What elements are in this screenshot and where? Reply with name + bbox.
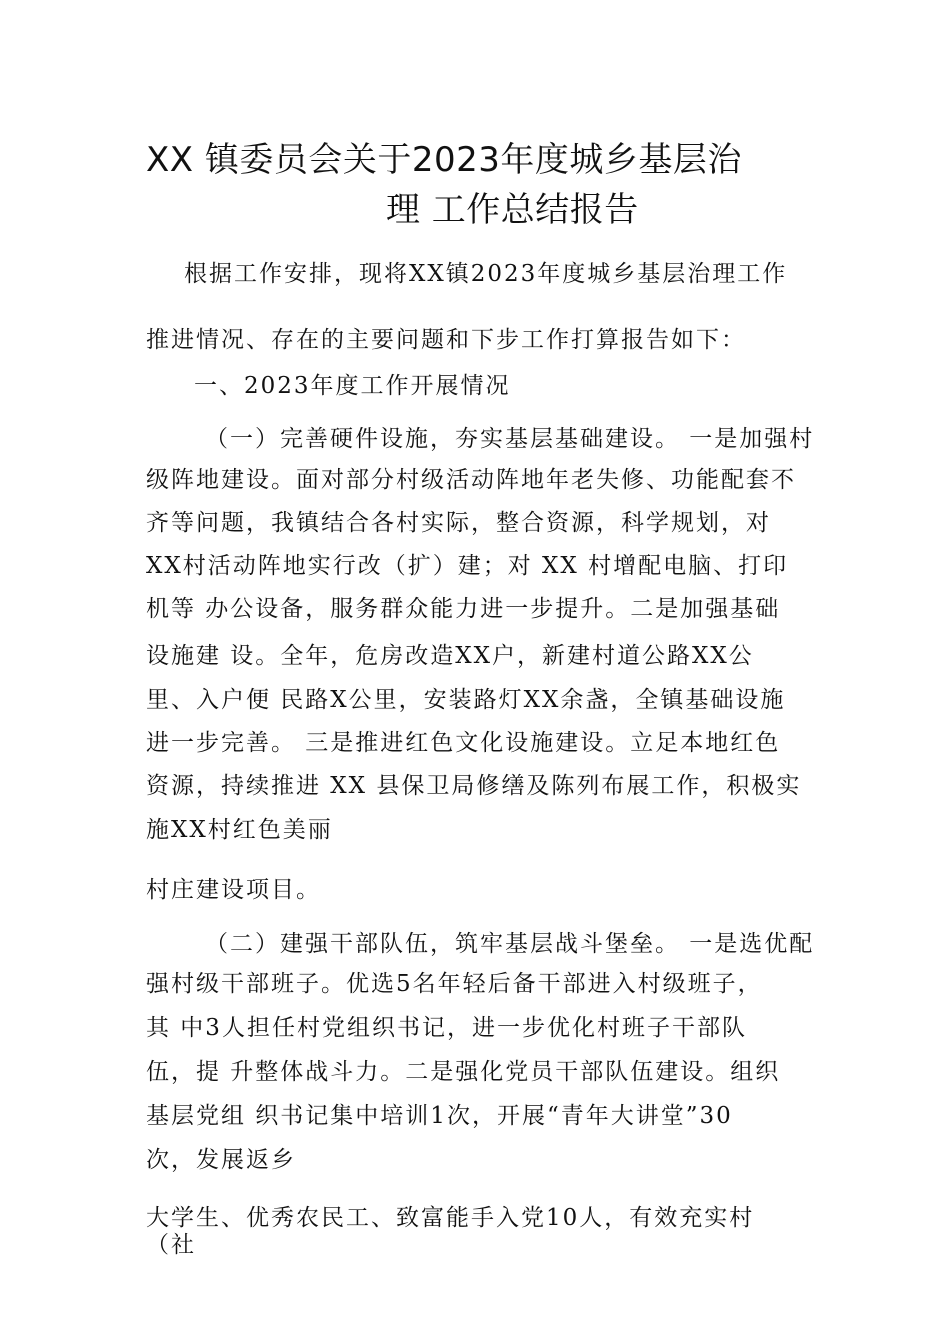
body-line-4: （一）完善硬件设施，夯实基层基础建设。 一是加强村 xyxy=(205,426,815,452)
body-line-15: （二）建强干部队伍，筑牢基层战斗堡垒。 一是选优配 xyxy=(205,931,815,957)
section-heading-1: 一、2023年度工作开展情况 xyxy=(194,373,511,399)
body-line-17: 其 中3人担任村党组织书记，进一步优化村班子干部队 xyxy=(146,1015,747,1041)
body-line-20: 次，发展返乡 xyxy=(146,1147,296,1173)
body-line-22: （社 xyxy=(146,1232,196,1258)
body-line-9: 设施建 设。全年，危房改造XX户，新建村道公路XX公 xyxy=(146,643,754,669)
body-line-8: 机等 办公设备，服务群众能力进一步提升。二是加强基础 xyxy=(146,596,781,622)
body-line-2: 推进情况、存在的主要问题和下步工作打算报告如下： xyxy=(146,327,746,353)
body-line-16: 强村级干部班子。优选5名年轻后备干部进入村级班子， xyxy=(146,971,763,997)
document-title-line-1: XX 镇委员会关于2023年度城乡基层治 xyxy=(146,140,742,180)
body-line-6: 齐等问题，我镇结合各村实际，整合资源，科学规划，对 xyxy=(146,510,771,536)
body-line-10: 里、入户便 民路X公里，安装路灯XX余盏，全镇基础设施 xyxy=(146,687,786,713)
document-title-line-2: 理 工作总结报告 xyxy=(386,190,639,230)
body-line-11: 进一步完善。 三是推进红色文化设施建设。立足本地红色 xyxy=(146,730,781,756)
body-line-21: 大学生、优秀农民工、致富能手入党10人，有效充实村 xyxy=(146,1205,755,1231)
body-line-19: 基层党组 织书记集中培训1次，开展“青年大讲堂”30 xyxy=(146,1103,733,1129)
body-line-13: 施XX村红色美丽 xyxy=(146,817,333,843)
body-line-7: XX村活动阵地实行改（扩）建；对 XX 村增配电脑、打印 xyxy=(146,553,789,579)
body-line-12: 资源，持续推进 XX 县保卫局修缮及陈列布展工作，积极实 xyxy=(146,773,802,799)
body-line-1: 根据工作安排，现将XX镇2023年度城乡基层治理工作 xyxy=(184,261,788,287)
body-line-18: 伍，提 升整体战斗力。二是强化党员干部队伍建设。组织 xyxy=(146,1059,781,1085)
body-line-14: 村庄建设项目。 xyxy=(146,877,321,903)
body-line-5: 级阵地建设。面对部分村级活动阵地年老失修、功能配套不 xyxy=(146,467,796,493)
